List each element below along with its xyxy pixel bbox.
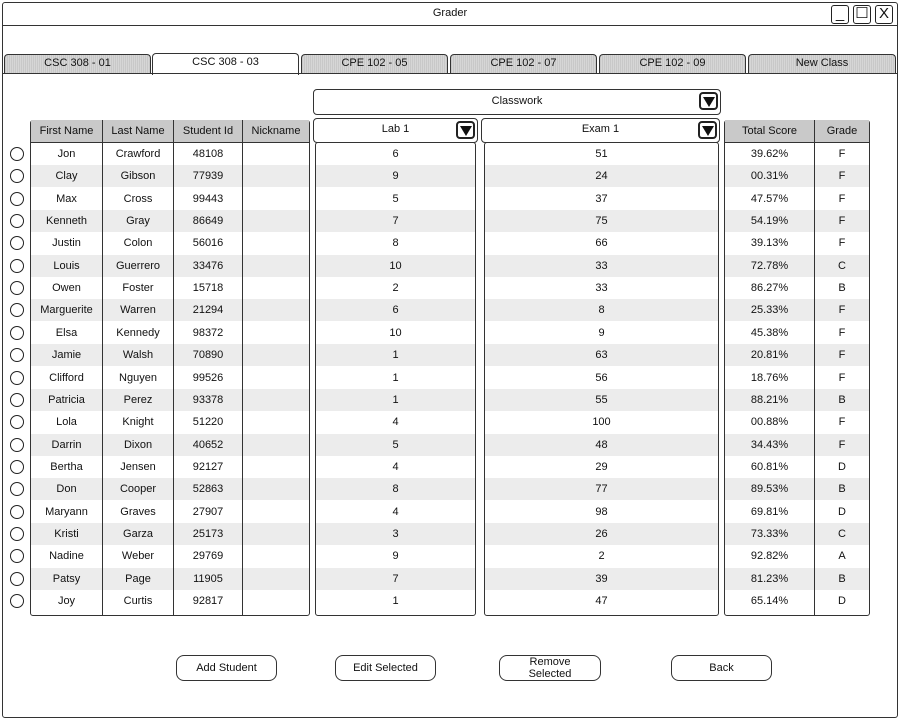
cell-exam-score[interactable]: 2 [598,550,605,563]
cell-student-id: 98372 [192,326,224,339]
cell-grade: B [815,389,869,411]
cell-first-name: Clifford [49,371,84,384]
cell-grade: B [838,282,846,295]
cell-lab-score[interactable]: 7 [316,210,475,232]
cell-lab-score[interactable]: 1 [316,389,475,411]
cell-grade: D [838,505,846,518]
cell-total-score: 89.53% [725,478,814,500]
cell-total-score: 73.33% [725,523,814,545]
cell-first-name: Marguerite [31,299,102,321]
cell-lab-score[interactable]: 1 [392,595,399,607]
cell-last-name: Knight [122,416,154,429]
tab-new-class[interactable]: New Class [748,54,896,73]
cell-student-id: 51220 [192,416,224,429]
cell-exam-score[interactable]: 63 [485,344,718,366]
cell-student-id: 40652 [174,434,242,456]
cell-grade: C [815,255,869,277]
cell-student-id: 99443 [192,192,224,205]
cell-nickname[interactable] [243,501,309,523]
header-grade[interactable]: Grade [815,120,869,143]
cell-total-score: 88.21% [725,389,814,411]
cell-nickname[interactable] [243,232,309,254]
exam-dropdown[interactable] [481,118,720,143]
cell-total-score: 00.31% [725,165,814,187]
cell-grade: F [838,148,846,160]
cell-grade: D [838,460,846,473]
cell-exam-score[interactable]: 47 [595,595,608,607]
cell-first-name: Owen [52,282,81,295]
header-first-name[interactable]: First Name [31,120,103,143]
exam-dropdown-value: Exam 1 [581,123,620,135]
cell-exam-score[interactable]: 33 [485,255,718,277]
cell-total-score: 72.78% [725,255,814,277]
cell-student-id: 52863 [174,478,242,500]
cell-nickname[interactable] [243,478,309,500]
cell-grade: F [815,434,869,456]
cell-grade: F [838,416,846,429]
cell-total-score: 25.33% [725,299,814,321]
cell-student-id: 92127 [192,460,224,473]
cell-total-score: 18.76% [750,371,789,384]
cell-exam-score[interactable]: 48 [485,434,718,456]
cell-lab-score[interactable]: 9 [392,550,399,563]
dropdown-arrow-icon[interactable] [456,121,475,139]
cell-grade: F [815,299,869,321]
cell-student-id: 86649 [174,210,242,232]
cell-nickname[interactable] [243,590,309,612]
tab-cpe-102-07[interactable]: CPE 102 - 07 [450,54,597,73]
tab-csc-308-01[interactable]: CSC 308 - 01 [4,54,151,73]
cell-total-score: 86.27% [750,282,789,295]
cell-exam-score[interactable]: 37 [595,192,608,205]
cell-nickname[interactable] [243,277,309,299]
cell-lab-score[interactable]: 10 [389,326,402,339]
cell-lab-score[interactable]: 5 [392,192,399,205]
cell-first-name: Lola [56,416,77,429]
dropdown-arrow-icon[interactable] [698,121,717,139]
cell-grade: B [815,568,869,590]
cell-grade: D [838,595,846,607]
cell-last-name: Perez [103,389,173,411]
cell-last-name: Foster [122,282,154,295]
cell-nickname[interactable] [243,255,309,277]
cell-nickname[interactable] [243,434,309,456]
cell-student-id: 93378 [174,389,242,411]
cell-exam-score[interactable]: 33 [595,282,608,295]
cell-lab-score[interactable]: 1 [316,344,475,366]
cell-exam-score[interactable]: 66 [595,237,608,250]
row-select-radio[interactable] [10,326,24,340]
cell-lab-score[interactable]: 2 [392,282,399,295]
cell-last-name: Crawford [115,148,161,160]
cell-first-name: Clay [31,165,102,187]
row-select-radio[interactable] [10,192,24,206]
cell-lab-score[interactable]: 3 [316,523,475,545]
tab-csc-308-03[interactable]: CSC 308 - 03 [152,53,299,75]
cell-exam-score[interactable]: 8 [485,299,718,321]
cell-nickname[interactable] [243,344,309,366]
cell-nickname[interactable] [243,188,309,210]
category-dropdown-value: Classwork [491,95,543,107]
cell-grade: B [815,478,869,500]
back-button[interactable]: Back [671,655,772,681]
cell-last-name: Walsh [103,344,173,366]
row-select-radio[interactable] [10,460,24,474]
cell-exam-score[interactable]: 75 [485,210,718,232]
cell-exam-score[interactable]: 100 [592,416,611,429]
cell-nickname[interactable] [243,545,309,567]
cell-nickname[interactable] [243,210,309,232]
cell-exam-score[interactable]: 39 [485,568,718,590]
cell-student-id: 15718 [192,282,224,295]
cell-nickname[interactable] [243,389,309,411]
header-last-name[interactable]: Last Name [103,120,174,143]
tab-cpe-102-05[interactable]: CPE 102 - 05 [301,54,448,73]
minimize-button[interactable]: _ [831,5,849,24]
cell-grade: F [838,371,846,384]
cell-first-name: Justin [52,237,81,250]
tab-divider [3,73,897,74]
cell-last-name: Warren [103,299,173,321]
cell-first-name: Maryann [45,505,88,518]
cell-student-id: 77939 [174,165,242,187]
dropdown-arrow-icon[interactable] [699,92,718,110]
cell-grade: A [838,550,846,563]
cell-student-id: 29769 [192,550,224,563]
row-select-radio[interactable] [10,281,24,295]
cell-exam-score[interactable]: 26 [485,523,718,545]
cell-student-id: 27907 [192,505,224,518]
row-select-radio[interactable] [10,371,24,385]
cell-exam-score[interactable]: 9 [598,326,605,339]
cell-student-id: 70890 [174,344,242,366]
cell-lab-score[interactable]: 9 [316,165,475,187]
lab-dropdown[interactable] [313,118,478,143]
cell-lab-score[interactable]: 8 [392,237,399,250]
cell-first-name: Patsy [31,568,102,590]
cell-nickname[interactable] [243,523,309,545]
maximize-button[interactable]: ☐ [853,5,871,24]
cell-grade: F [838,237,846,250]
cell-lab-score[interactable]: 6 [316,299,475,321]
cell-last-name: Weber [121,550,155,563]
row-select-radio[interactable] [10,594,24,608]
cell-first-name: Patricia [31,389,102,411]
cell-student-id: 56016 [192,237,224,250]
cell-student-id: 25173 [174,523,242,545]
cell-lab-score[interactable]: 8 [316,478,475,500]
cell-first-name: Elsa [55,326,78,339]
cell-first-name: Jamie [31,344,102,366]
cell-last-name: Curtis [123,595,153,607]
cell-total-score: 54.19% [725,210,814,232]
cell-exam-score[interactable]: 24 [485,165,718,187]
cell-last-name: Nguyen [119,371,157,384]
cell-last-name: Kennedy [116,326,160,339]
cell-lab-score[interactable]: 6 [392,148,399,160]
cell-student-id: 21294 [174,299,242,321]
row-select-radio[interactable] [10,147,24,161]
cell-nickname[interactable] [243,456,309,478]
cell-last-name: Cooper [103,478,173,500]
cell-lab-score[interactable]: 4 [392,416,399,429]
cell-last-name: Guerrero [103,255,173,277]
cell-total-score: 39.62% [750,148,789,160]
cell-total-score: 60.81% [750,460,789,473]
cell-student-id: 33476 [174,255,242,277]
cell-exam-score[interactable]: 56 [595,371,608,384]
cell-last-name: Cross [123,192,153,205]
cell-nickname[interactable] [243,411,309,433]
cell-last-name: Page [103,568,173,590]
remove-selected-button[interactable]: Remove Selected [499,655,601,681]
cell-nickname[interactable] [243,299,309,321]
cell-lab-score[interactable]: 7 [316,568,475,590]
lab-dropdown-value: Lab 1 [381,123,410,135]
cell-last-name: Gray [103,210,173,232]
cell-first-name: Louis [31,255,102,277]
cell-first-name: Max [56,192,77,205]
row-select-radio[interactable] [10,527,24,541]
cell-total-score: 92.82% [750,550,789,563]
cell-first-name: Jon [57,148,76,160]
cell-total-score: 00.88% [750,416,789,429]
header-nickname[interactable]: Nickname [243,120,309,143]
cell-student-id: 48108 [192,148,224,160]
row-select-radio[interactable] [10,259,24,273]
cell-total-score: 34.43% [725,434,814,456]
cell-student-id: 92817 [192,595,224,607]
header-student-id[interactable]: Student Id [174,120,243,143]
cell-last-name: Dixon [103,434,173,456]
cell-lab-score[interactable]: 5 [316,434,475,456]
cell-lab-score[interactable]: 4 [392,460,399,473]
cell-lab-score[interactable]: 10 [316,255,475,277]
cell-first-name: Bertha [50,460,83,473]
cell-first-name: Darrin [31,434,102,456]
row-select-radio[interactable] [10,505,24,519]
add-student-button[interactable]: Add Student [176,655,277,681]
cell-total-score: 81.23% [725,568,814,590]
cell-lab-score[interactable]: 1 [392,371,399,384]
cell-exam-score[interactable]: 55 [485,389,718,411]
window-title: Grader [2,2,898,26]
cell-total-score: 65.14% [750,595,789,607]
cell-grade: F [815,165,869,187]
cell-first-name: Kenneth [31,210,102,232]
row-select-radio[interactable] [10,438,24,452]
cell-total-score: 45.38% [750,326,789,339]
cell-total-score: 39.13% [750,237,789,250]
row-select-radio[interactable] [10,214,24,228]
cell-nickname[interactable] [243,322,309,344]
cell-grade: C [815,523,869,545]
cell-first-name: Joy [57,595,76,607]
cell-nickname[interactable] [243,165,309,187]
cell-nickname[interactable] [243,143,309,165]
cell-first-name: Don [31,478,102,500]
cell-student-id: 99526 [192,371,224,384]
cell-exam-score[interactable]: 51 [595,148,608,160]
cell-student-id: 11905 [174,568,242,590]
cell-last-name: Garza [103,523,173,545]
cell-total-score: 20.81% [725,344,814,366]
cell-first-name: Kristi [31,523,102,545]
close-button[interactable]: X [875,5,893,24]
row-select-radio[interactable] [10,393,24,407]
cell-first-name: Nadine [49,550,84,563]
cell-total-score: 47.57% [750,192,789,205]
cell-lab-score[interactable]: 4 [392,505,399,518]
cell-last-name: Colon [123,237,153,250]
header-total-score[interactable]: Total Score [725,120,815,143]
cell-last-name: Jensen [120,460,156,473]
row-select-radio[interactable] [10,572,24,586]
category-dropdown[interactable] [313,89,721,115]
cell-nickname[interactable] [243,568,309,590]
tab-cpe-102-09[interactable]: CPE 102 - 09 [599,54,746,73]
cell-exam-score[interactable]: 98 [595,505,608,518]
cell-last-name: Graves [120,505,156,518]
cell-grade: F [838,326,846,339]
cell-grade: F [815,210,869,232]
cell-grade: F [838,192,846,205]
cell-nickname[interactable] [243,367,309,389]
edit-selected-button[interactable]: Edit Selected [335,655,436,681]
cell-last-name: Gibson [103,165,173,187]
cell-grade: F [815,344,869,366]
cell-total-score: 69.81% [750,505,789,518]
cell-exam-score[interactable]: 77 [485,478,718,500]
cell-exam-score[interactable]: 29 [595,460,608,473]
